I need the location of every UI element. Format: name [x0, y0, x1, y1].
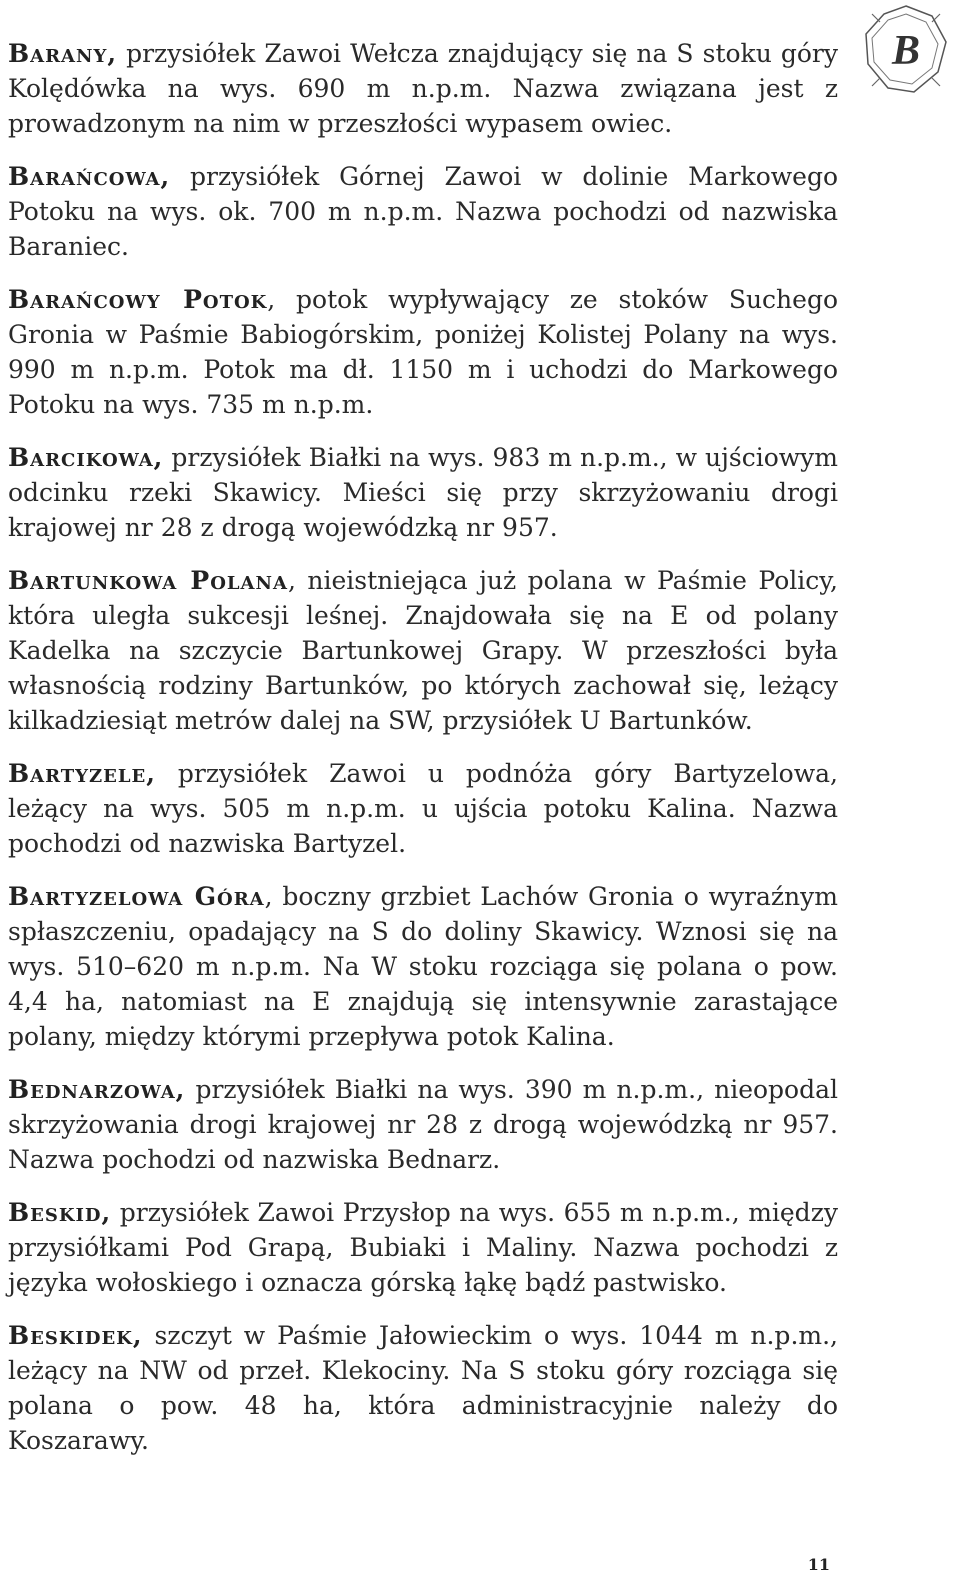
entry-term: Bartyzelowa Góra [8, 882, 265, 911]
entry-text: , potok wypływający ze stoków Suchego Gronia w Paśmie Babiogórskim, poniżej Kolistej Polany na wys. 990 m n.p.m. Potok ma dł. 1150 m i uchodzi do Markowego Potoku na wys. 735 m n.p.m. [8, 285, 838, 419]
entry [8, 440, 838, 545]
entry-term: Barańcowy Potok [8, 285, 268, 314]
entry-term: Barańcowa, [8, 162, 171, 191]
glossary-entries [8, 36, 838, 1476]
entry [8, 1072, 838, 1177]
entry [8, 36, 838, 141]
entry-term: Bartyzele, [8, 759, 156, 788]
entry-text: przysiółek Zawoi u podnóża góry Bartyzelowa, leżący na wys. 505 m n.p.m. u ujścia potoku Kalina. Nazwa pochodzi od nazwiska Bartyzel. [8, 759, 838, 858]
entry-text: przysiółek Górnej Zawoi w dolinie Markowego Potoku na wys. ok. 700 m n.p.m. Nazwa pochodzi od nazwiska Baraniec. [8, 162, 838, 261]
entry [8, 879, 838, 1054]
entry [8, 563, 838, 738]
entry-text: , boczny grzbiet Lachów Gronia o wyraźnym spłaszczeniu, opadający na S do doliny Skawicy. Wznosi się na wys. 510–620 m n.p.m. Na W stoku rozciąga się polana o pow. 4,4 ha, natomiast na E znajdują się intensywnie zarastające polany, między którymi przepływa potok Kalina. [8, 882, 838, 1051]
entry-text: , nieistniejąca już polana w Paśmie Policy, która uległa sukcesji leśnej. Znajdowała się na E od polany Kadelka na szczycie Bartunkowej Grapy. W przeszłości była własnością rodziny Bartunków, po których zachował się, leżący kilkadziesiąt metrów dalej na SW, przysiółek U Bartunków. [8, 566, 838, 735]
entry-text: przysiółek Zawoi Wełcza znajdujący się na S stoku góry Kolędówka na wys. 690 m n.p.m. Nazwa związana jest z prowadzonym na nim w przeszłości wypasem owiec. [8, 39, 838, 138]
entry-term: Beskid, [8, 1198, 112, 1227]
entry-text: przysiółek Białki na wys. 390 m n.p.m., nieopodal skrzyżowania drogi krajowej nr 28 z drogą wojewódzką nr 957. Nazwa pochodzi od nazwiska Bednarz. [8, 1075, 838, 1174]
entry-text: przysiółek Zawoi Przysłop na wys. 655 m n.p.m., między przysiółkami Pod Grapą, Bubiaki i Maliny. Nazwa pochodzi z języka wołoskiego i oznacza górską łąkę bądź pastwisko. [8, 1198, 838, 1297]
section-letter: B [891, 28, 921, 74]
entry-term: Bartunkowa Polana [8, 566, 288, 595]
entry-term: Barany, [8, 39, 118, 68]
entry [8, 159, 838, 264]
entry [8, 1318, 838, 1458]
entry-term: Beskidek, [8, 1321, 143, 1350]
ornament-frame-icon [858, 2, 954, 98]
entry-term: Bednarzowa, [8, 1075, 186, 1104]
entry [8, 1195, 838, 1300]
entry-term: Barcikowa, [8, 443, 164, 472]
entry [8, 282, 838, 422]
entry [8, 756, 838, 861]
entry-text: przysiółek Białki na wys. 983 m n.p.m., w ujściowym odcinku rzeki Skawicy. Mieści się przy skrzyżowaniu drogi krajowej nr 28 z drogą wojewódzką nr 957. [8, 443, 838, 542]
page-number: 11 [807, 1555, 830, 1574]
section-letter-badge [858, 2, 954, 98]
entry-text: szczyt w Paśmie Jałowieckim o wys. 1044 m n.p.m., leżący na NW od przeł. Klekociny. Na S stoku góry rozciąga się polana o pow. 48 ha, która administracyjnie należy do Koszarawy. [8, 1321, 838, 1455]
